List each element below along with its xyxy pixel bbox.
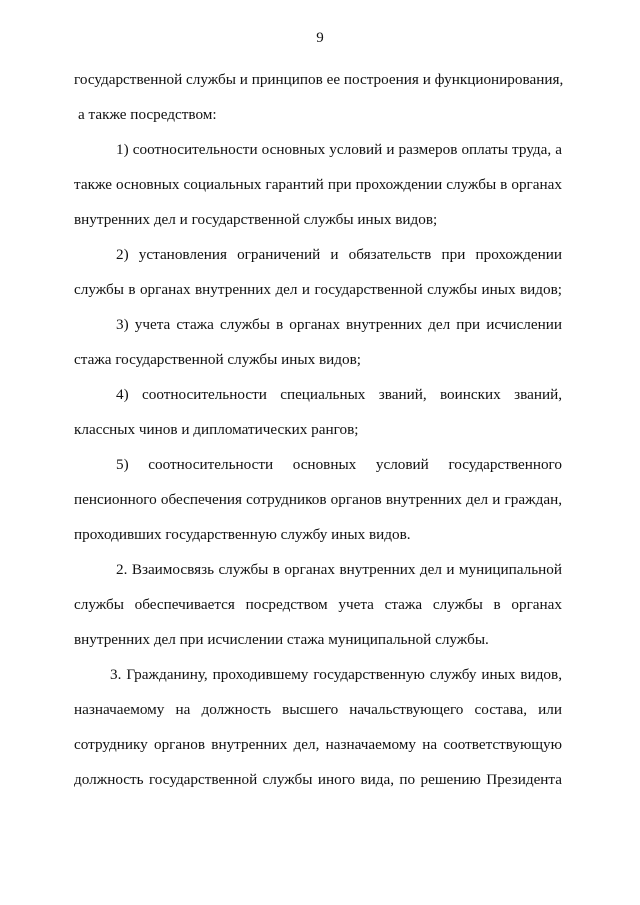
text-line: службы в органах внутренних дел и государственной службы иных видов; — [74, 281, 562, 298]
text-line: 3) учета стажа службы в органах внутренних дел при исчислении — [116, 316, 562, 333]
text-line: проходивших государственную службу иных видов. — [74, 526, 411, 543]
text-line: пенсионного обеспечения сотрудников органов внутренних дел и граждан, — [74, 491, 562, 508]
text-line: стажа государственной службы иных видов; — [74, 351, 361, 368]
text-line: 3. Гражданину, проходившему государственную службу иных видов, — [110, 666, 562, 683]
page-number: 9 — [316, 30, 324, 46]
text-line: 2. Взаимосвязь службы в органах внутренних дел и муниципальной — [116, 561, 562, 578]
text-line: сотруднику органов внутренних дел, назначаемому на соответствующую — [74, 736, 562, 753]
text-line: внутренних дел при исчислении стажа муниципальной службы. — [74, 631, 489, 648]
text-line: а также посредством: — [78, 106, 217, 123]
text-line: должность государственной службы иного вида, по решению Президента — [74, 771, 562, 788]
text-line: 4) соотносительности специальных званий, воинских званий, — [116, 386, 562, 403]
text-line: 2) установления ограничений и обязательств при прохождении — [116, 246, 562, 263]
text-line: 5) соотносительности основных условий государственного — [116, 456, 562, 473]
text-line: службы обеспечивается посредством учета стажа службы в органах — [74, 596, 562, 613]
text-line: 1) соотносительности основных условий и размеров оплаты труда, а — [116, 141, 562, 158]
text-line: классных чинов и дипломатических рангов; — [74, 421, 359, 438]
text-line: государственной службы и принципов ее построения и функционирования, — [74, 71, 564, 88]
text-line: также основных социальных гарантий при прохождении службы в органах — [74, 176, 562, 193]
text-line: назначаемому на должность высшего начальствующего состава, или — [74, 701, 562, 718]
text-line: внутренних дел и государственной службы иных видов; — [74, 211, 438, 228]
